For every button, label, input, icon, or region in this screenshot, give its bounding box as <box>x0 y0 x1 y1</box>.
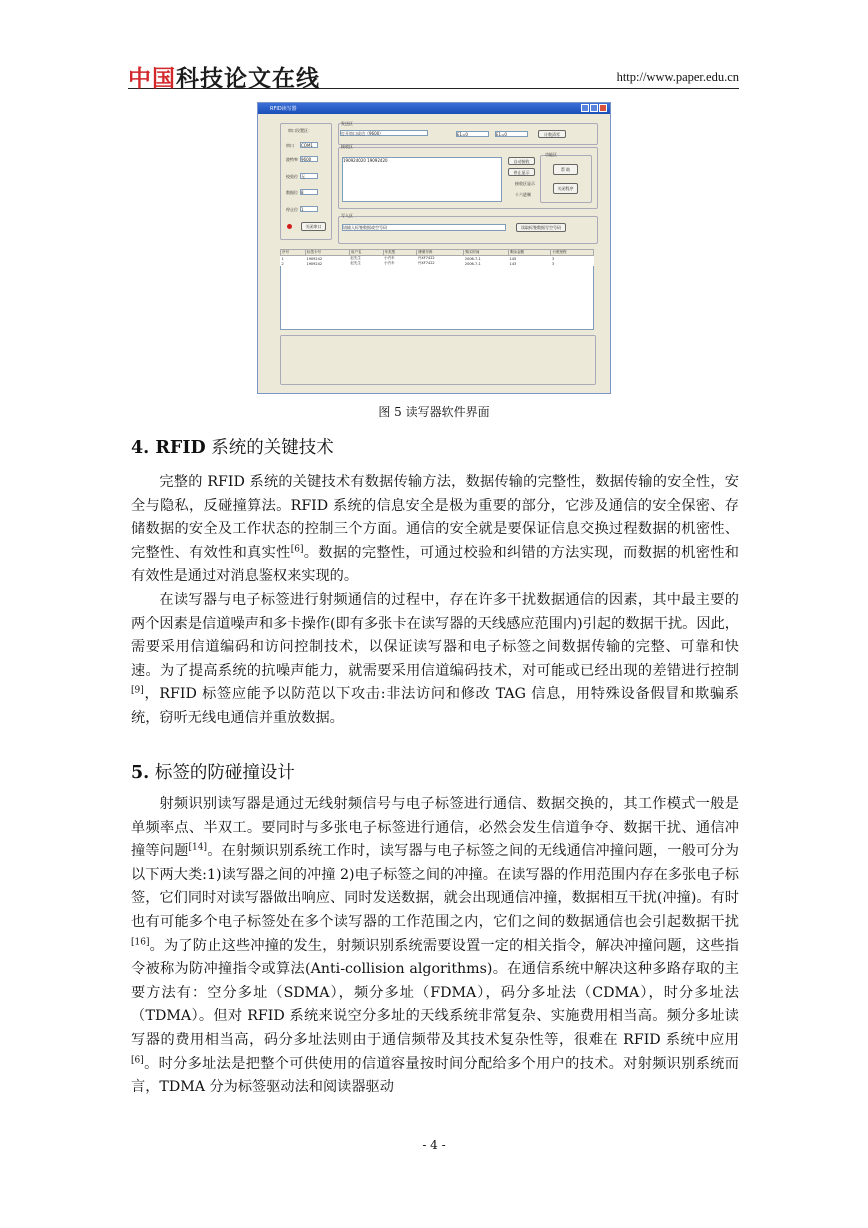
records-table <box>280 249 594 266</box>
software-screenshot-figure <box>257 102 611 394</box>
minimize-icon <box>581 104 589 112</box>
table-cell: 1909242 <box>306 261 323 266</box>
table-header-cell: 剩余金额 <box>509 250 551 256</box>
citation: [14] <box>188 842 207 853</box>
table-cell: 赵先生 <box>350 256 361 260</box>
table-cell: 3 <box>551 261 555 266</box>
send-area-label: 发送区 <box>341 121 353 126</box>
table-cell: 赵先生 <box>350 261 361 265</box>
table-header-cell: 行驶里程 <box>551 250 594 256</box>
header-url[interactable]: http://www.paper.edu.cn <box>616 70 739 84</box>
citation: [6] <box>290 544 304 555</box>
table-header-cell: 购买时间 <box>464 250 509 256</box>
stopbits-label: 停止位 <box>286 207 298 212</box>
table-cell: 3 <box>551 256 555 261</box>
paragraph: 完整的 RFID 系统的关键技术有数据传输方法，数据传输的完整性，数据传输的安全性，安全与隐私，反碰撞算法。RFID 系统的信息安全是极为重要的部分，它涉及通信的安全保密、存储数据的安全及工作状态的控制三个方面。通信的安全就是要保证信息交换过程数据的机密性、完整性、有效性和真实性[6]。数据的完整性，可通过校验和纠错的方法实现，而数据的机密性和有效性是通过对消息鉴权来实现的。 <box>131 474 739 585</box>
port-select: COM1 <box>300 142 318 148</box>
parity-label: 校验位 <box>286 174 298 179</box>
citation: [6] <box>131 1054 144 1065</box>
status-field-1: E1=0 <box>456 131 489 137</box>
receive-text-field: 190924020 19092420 <box>342 157 502 202</box>
window-title: RFID读写器 <box>270 106 297 112</box>
port-status-led-icon <box>287 224 292 229</box>
table-cell: 小汽车 <box>384 256 395 260</box>
send-text-field: 打开串口成功（9600） <box>340 130 428 136</box>
write-area-label: 写入区 <box>341 213 353 218</box>
table-cell: 1909242 <box>306 256 323 261</box>
journal-logo: 中国科技论文在线 <box>128 66 320 92</box>
section-4-body <box>131 471 739 731</box>
table-header-cell: 序号 <box>281 250 306 256</box>
page-number: - 4 - <box>422 1138 446 1152</box>
hex-checkbox: 十六进制 <box>515 192 531 197</box>
exit-button: 关闭程序 <box>553 183 578 194</box>
close-port-button: 关闭串口 <box>301 222 326 231</box>
close-icon <box>599 104 607 112</box>
write-text-field: 请输入标签数据或空号码 <box>342 224 506 231</box>
port-label: 串口 <box>286 143 294 148</box>
table-cell: 丹XF7422 <box>417 261 435 265</box>
clear-count-button: 计数清零 <box>538 130 566 138</box>
table-header-cell: 用户名 <box>349 250 383 256</box>
table-cell: 143 <box>509 261 517 266</box>
parity-select: 无 <box>300 173 318 179</box>
table-cell: 1 <box>281 256 284 261</box>
maximize-icon <box>590 104 598 112</box>
window-titlebar <box>258 103 610 114</box>
figure-caption: 图 5 读写器软件界面 <box>378 405 490 419</box>
table-cell: 小汽车 <box>384 261 395 265</box>
table-cell: 2006-7-1 <box>464 256 481 261</box>
baud-select: 9600 <box>300 156 318 162</box>
citation: [16] <box>131 936 150 947</box>
write-button: 读取标签数据写空号码 <box>516 223 566 232</box>
show-hex-checkbox: 接收区显示 <box>515 181 535 186</box>
stopbits-select: 1 <box>300 206 318 212</box>
baud-label: 波特率 <box>286 157 298 162</box>
function-area-group <box>540 155 592 203</box>
table-row <box>281 261 594 266</box>
table-cell: 丹XF7422 <box>417 256 435 260</box>
table-cell: 2006-7-1 <box>464 261 481 266</box>
function-area-label: 功能区 <box>545 152 557 157</box>
paragraph: 射频识别读写器是通过无线射频信号与电子标签进行通信、数据交换的，其工作模式一般是单频率点、半双工。要同时与多张电子标签进行通信，必然会发生信道争夺、数据干扰、通信冲撞等问题[14]。在射频识别系统工作时，读写器与电子标签之间的无线通信冲撞问题，一般可分为以下两大类:1)读写器之间的冲撞 2)电子标签之间的冲撞。在读写器的作用范围内存在多张电子标签，它们同时对读写器做出响应、同时发送数据，就会出现通信冲撞，数据相互干扰(冲撞)。有时也有可能多个电子标签处在多个读写器的工作范围之内，它们之间的数据通信也会引起数据干扰[16]。为了防止这些冲撞的发生，射频识别系统需要设置一定的相关指令，解决冲撞问题，这些指令被称为防冲撞指令或算法(Anti-collision algorithms)。在通信系统中解决这种多路存取的主要方法有：空分多址（SDMA），频分多址（FDMA），码分多址法（CDMA），时分多址法（TDMA）。但对 RFID 系统来说空分多址的天线系统非常复杂、实施费用相当高。频分多址读写器的费用相当高，码分多址法则由于通信频带及其技术复杂性等，很难在 RFID 系统中应用[6]。时分多址法是把整个可供使用的信道容量按时间分配给多个用户的技术。对射频识别系统而言，TDMA 分为标签驱动法和阅读器驱动 <box>131 796 739 1096</box>
databits-select: 8 <box>300 189 318 195</box>
bottom-panel <box>280 335 596 385</box>
section-5-heading: 5. 标签的防碰撞设计 <box>131 763 295 783</box>
status-field-2: E1=0 <box>495 131 528 137</box>
databits-label: 数据位 <box>286 190 298 195</box>
paragraph: 在读写器与电子标签进行射频通信的过程中，存在许多干扰数据通信的因素，其中最主要的两个因素是信道噪声和多卡操作(即有多张卡在读写器的天线感应范围内)引起的数据干扰。因此，需要采用信道编码和访问控制技术，以保证读写器和电子标签之间数据传输的完整、可靠和快速。为了提高系统的抗噪声能力，就需要采用信道编码技术，对可能或已经出现的差错进行控制[9]，RFID 标签应能予以防范以下攻击:非法访问和修改 TAG 信息，用特殊设备假冒和欺骗系统，窃听无线电通信并重放数据。 <box>131 591 739 726</box>
citation: [9] <box>131 685 144 696</box>
table-header-cell: 车类型 <box>383 250 417 256</box>
table-header-cell: 标签卡号 <box>305 250 349 256</box>
table-cell: 2 <box>281 261 284 266</box>
stop-display-button: 停止显示 <box>508 168 535 176</box>
help-button: 帮 助 <box>553 164 578 175</box>
auto-receive-button: 自动接收 <box>508 157 535 165</box>
table-header-cell: 牌照号码 <box>417 250 464 256</box>
page-header <box>128 60 739 92</box>
section-5-body <box>131 793 739 1100</box>
serial-group-label: 串口设置区： <box>288 128 312 133</box>
receive-area-label: 接收区 <box>341 144 353 149</box>
table-cell: 145 <box>509 256 517 261</box>
section-4-heading: 4. RFID 系统的关键技术 <box>131 438 334 458</box>
